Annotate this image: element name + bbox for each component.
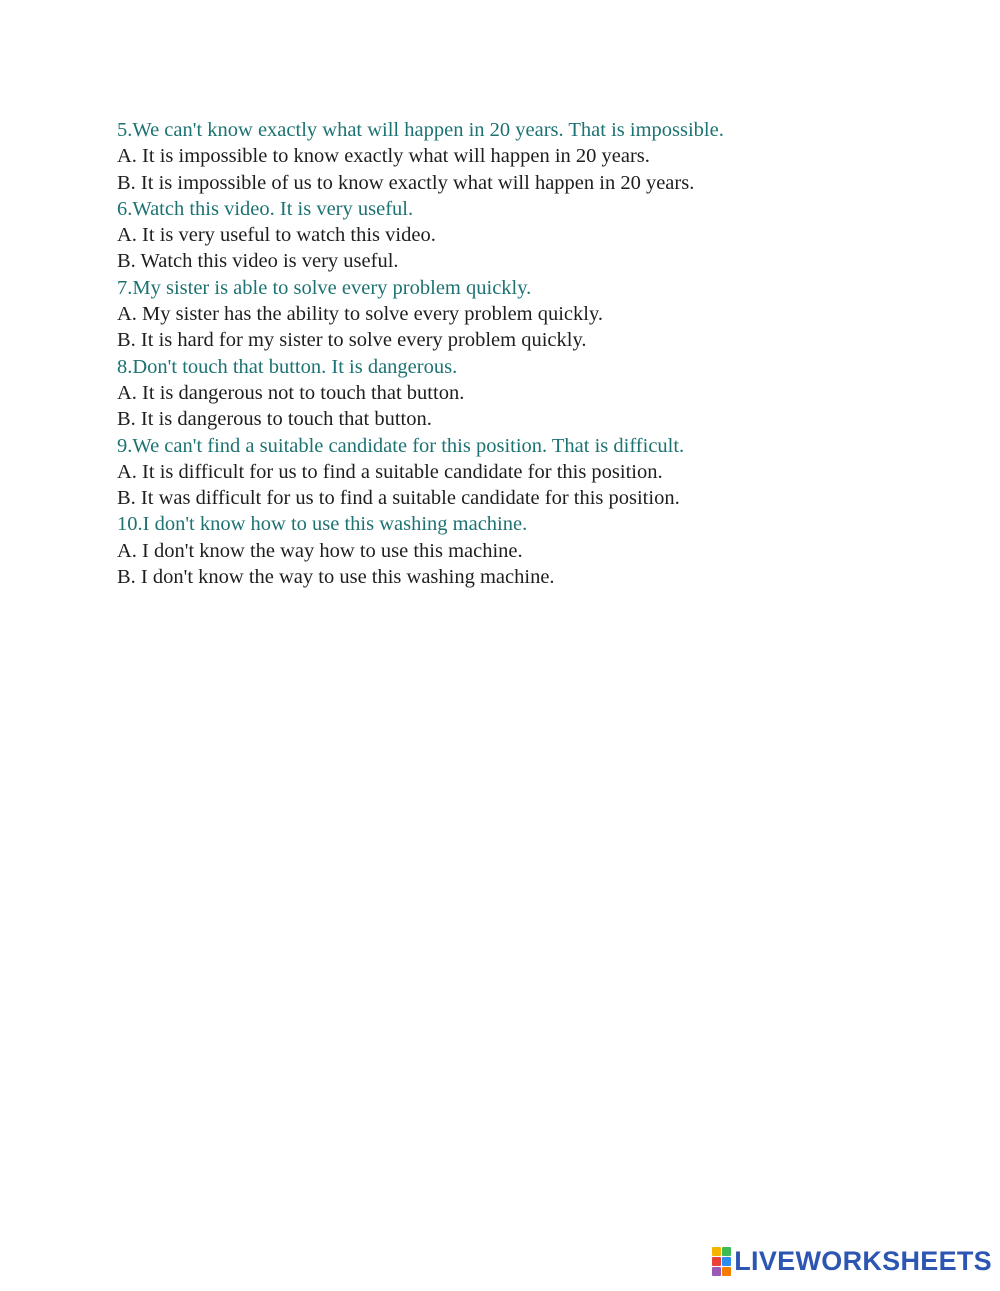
option-a[interactable]: A. It is dangerous not to touch that button. [117, 381, 465, 404]
option-a[interactable]: A. It is impossible to know exactly what will happen in 20 years. [117, 145, 650, 168]
logo-block [722, 1257, 731, 1266]
logo-block [722, 1247, 731, 1256]
question-5 [117, 117, 977, 196]
option-b[interactable]: B. It is hard for my sister to solve every problem quickly. [117, 329, 587, 352]
option-b[interactable]: B. It was difficult for us to find a suitable candidate for this position. [117, 487, 680, 510]
option-a[interactable]: A. My sister has the ability to solve every problem quickly. [117, 303, 604, 326]
logo-block [722, 1267, 731, 1276]
question-prompt: 7.My sister is able to solve every problem quickly. [117, 276, 532, 299]
question-9 [117, 433, 977, 512]
logo-block [712, 1257, 721, 1266]
question-6 [117, 196, 977, 275]
question-prompt: 6.Watch this video. It is very useful. [117, 197, 414, 220]
liveworksheets-logo [712, 1246, 992, 1277]
question-prompt: 8.Don't touch that button. It is dangerous. [117, 355, 458, 378]
option-b[interactable]: B. It is dangerous to touch that button. [117, 408, 432, 431]
question-10 [117, 511, 977, 590]
logo-blocks-icon [712, 1247, 731, 1276]
logo-text: LIVEWORKSHEETS [734, 1246, 992, 1276]
option-b[interactable]: B. I don't know the way to use this washing machine. [117, 566, 555, 589]
worksheet [117, 117, 977, 590]
logo-block [712, 1267, 721, 1276]
question-7 [117, 275, 977, 354]
question-prompt: 10.I don't know how to use this washing machine. [117, 513, 528, 536]
option-a[interactable]: A. I don't know the way how to use this machine. [117, 539, 523, 562]
question-8 [117, 354, 977, 433]
question-prompt: 9.We can't find a suitable candidate for this position. That is difficult. [117, 434, 685, 457]
option-b[interactable]: B. Watch this video is very useful. [117, 250, 399, 273]
option-b[interactable]: B. It is impossible of us to know exactly what will happen in 20 years. [117, 171, 695, 194]
option-a[interactable]: A. It is difficult for us to find a suitable candidate for this position. [117, 460, 663, 483]
option-a[interactable]: A. It is very useful to watch this video. [117, 224, 436, 247]
logo-block [712, 1247, 721, 1256]
question-prompt: 5.We can't know exactly what will happen in 20 years. That is impossible. [117, 119, 724, 141]
